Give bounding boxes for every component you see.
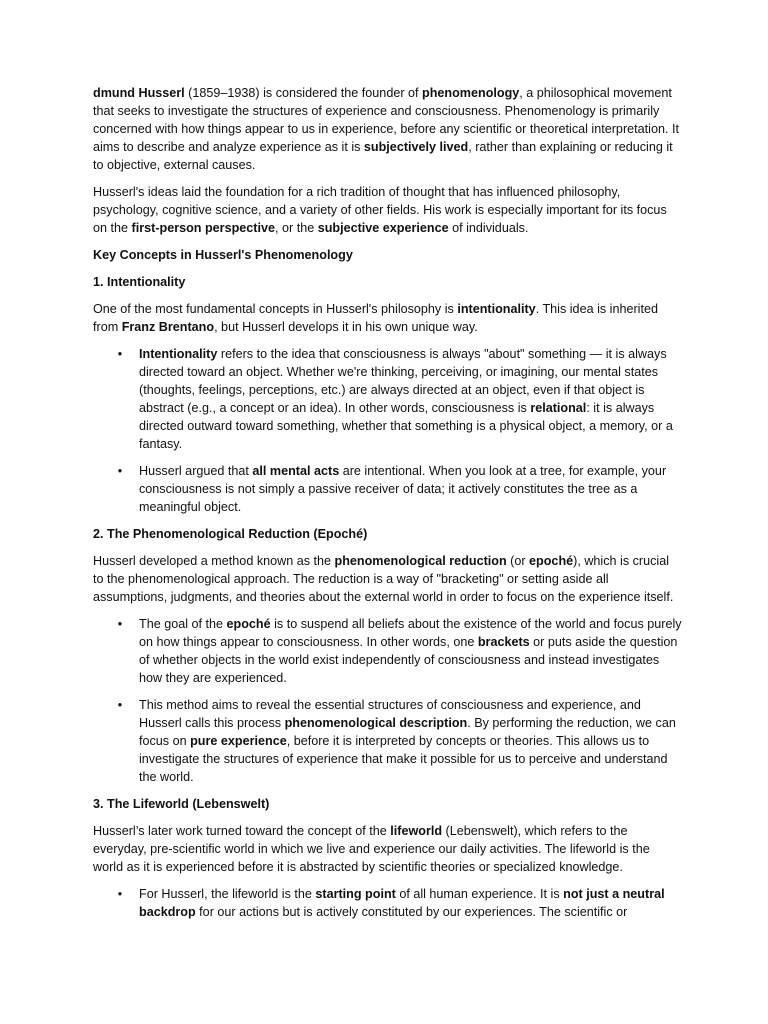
- text-run: Husserl's ideas laid the foundation for a rich tradition of thought that has influenced philosophy, psychology, cognitive science, and a variety of other fields. His work is especially important for its focus on the: [93, 185, 667, 235]
- text-run: Husserl developed a method known as the: [93, 554, 335, 568]
- list-item: [93, 462, 683, 516]
- bullet-marker: •: [117, 617, 123, 631]
- list-item: [93, 615, 683, 687]
- list-item: [93, 885, 683, 921]
- text-run: (or: [506, 554, 530, 568]
- bold-term: subjective experience: [317, 221, 449, 235]
- text-run: Husserl’s later work turned toward the concept of the: [93, 824, 391, 838]
- text-run: , or the: [275, 221, 318, 235]
- section-1-heading: 1. Intentionality: [93, 275, 186, 289]
- text-run: is to suspend all beliefs about the existence of the world and focus purely on how things appear to consciousness. In other words, one: [139, 617, 682, 649]
- text-run: . This idea is inherited from: [93, 302, 658, 334]
- text-run: ), which is crucial to the phenomenological approach. The reduction is a way of "bracketing" or setting aside all assumptions, judgments, and theories about the external world in order to focus on the experience itself.: [93, 554, 674, 604]
- text-run: . By performing the reduction, we can focus on: [139, 716, 676, 748]
- text-run: One of the most fundamental concepts in Husserl's philosophy is: [93, 302, 458, 316]
- text-run: of all human experience. It is: [395, 887, 564, 901]
- text-run: (Lebenswelt), which refers to the everyday, pre-scientific world in which we live and experience our daily activities. The lifeworld is the world as it is experienced before it is abstracted by scientific theories or specialized knowledge.: [93, 824, 650, 874]
- text-run: for our actions but is actively constituted by our experiences. The scientific or: [195, 905, 628, 919]
- list-item-text: [139, 464, 666, 514]
- bold-term: pure experience: [190, 734, 287, 748]
- bold-term: phenomenological reduction: [334, 554, 507, 568]
- text-run: , but Husserl develops it in his own unique way.: [214, 320, 478, 334]
- bold-term: all mental acts: [252, 464, 340, 478]
- bold-term: phenomenological description: [284, 716, 468, 730]
- bullet-marker: •: [117, 464, 123, 478]
- text-run: (1859–1938) is considered the founder of: [184, 86, 423, 100]
- list-item-text: [139, 347, 673, 451]
- text-run: For Husserl, the lifeworld is the: [139, 887, 316, 901]
- text-run: , before it is interpreted by concepts or theories. This allows us to investigate the structures of experience that make it possible for us to perceive and understand the world.: [139, 734, 668, 784]
- bold-term: brackets: [477, 635, 530, 649]
- bold-term: dmund Husserl: [93, 86, 185, 100]
- section-2-paragraph: [93, 552, 683, 606]
- bullet-marker: •: [117, 887, 123, 901]
- section-3-bullet-list: [93, 885, 683, 921]
- bold-term: starting point: [315, 887, 396, 901]
- text-run: or puts aside the question of whether objects in the world exist independently of consciousness and instead investigates how they are experienced.: [139, 635, 678, 685]
- text-run: refers to the idea that consciousness is always "about" something — it is always directed toward an object. Whether we're thinking, perceiving, or imagining, our mental states (thoughts, feelings, perceptions, etc.) are always directed at an object, even if that object is abstract (e.g., a concept or an idea). In other words, consciousness is: [139, 347, 667, 415]
- text-run: , rather than explaining or reducing it to objective, external causes.: [93, 140, 673, 172]
- bold-term: epoché: [529, 554, 574, 568]
- bold-term: epoché: [226, 617, 271, 631]
- section-2-bullet-list: [93, 615, 683, 786]
- list-item: [93, 696, 683, 786]
- section-2-heading: 2. The Phenomenological Reduction (Epoché): [93, 527, 368, 541]
- intro-paragraph-2: [93, 183, 683, 237]
- bullet-marker: •: [117, 347, 123, 361]
- text-run: are intentional. When you look at a tree, for example, your consciousness is not simply a passive receiver of data; it actively constitutes the tree as a meaningful object.: [139, 464, 667, 514]
- list-item-text: [139, 887, 665, 919]
- bold-term: Intentionality: [139, 347, 218, 361]
- section-3-paragraph: [93, 822, 683, 876]
- bold-term: first-person perspective: [131, 221, 275, 235]
- text-run: This method aims to reveal the essential structures of consciousness and experience, and Husserl calls this process: [139, 698, 641, 730]
- bold-term: Franz Brentano: [121, 320, 215, 334]
- text-run: of individuals.: [448, 221, 529, 235]
- document-page: [93, 84, 683, 930]
- bold-term: relational: [530, 401, 587, 415]
- text-run: : it is always directed outward toward something, whether that something is a physical object, a memory, or a fantasy.: [139, 401, 673, 451]
- bold-term: not just a neutral backdrop: [139, 887, 665, 919]
- bullet-marker: •: [117, 698, 123, 712]
- intro-paragraph-1: [93, 84, 683, 174]
- list-item-text: [139, 617, 682, 685]
- bold-term: subjectively lived: [363, 140, 469, 154]
- text-run: Husserl argued that: [139, 464, 253, 478]
- key-concepts-heading: Key Concepts in Husserl's Phenomenology: [93, 248, 353, 262]
- bold-term: phenomenology: [422, 86, 520, 100]
- text-run: , a philosophical movement that seeks to investigate the structures of experience and consciousness. Phenomenology is primarily concerned with how things appear to us in experience, before any scientific or theoretical interpretation. It aims to describe and analyze experience as it is: [93, 86, 679, 154]
- section-1-bullet-list: [93, 345, 683, 516]
- bold-term: intentionality: [457, 302, 536, 316]
- text-run: The goal of the: [139, 617, 227, 631]
- section-1-paragraph: [93, 300, 683, 336]
- section-3-heading: 3. The Lifeworld (Lebenswelt): [93, 797, 270, 811]
- list-item: [93, 345, 683, 453]
- bold-term: lifeworld: [390, 824, 443, 838]
- list-item-text: [139, 698, 676, 784]
